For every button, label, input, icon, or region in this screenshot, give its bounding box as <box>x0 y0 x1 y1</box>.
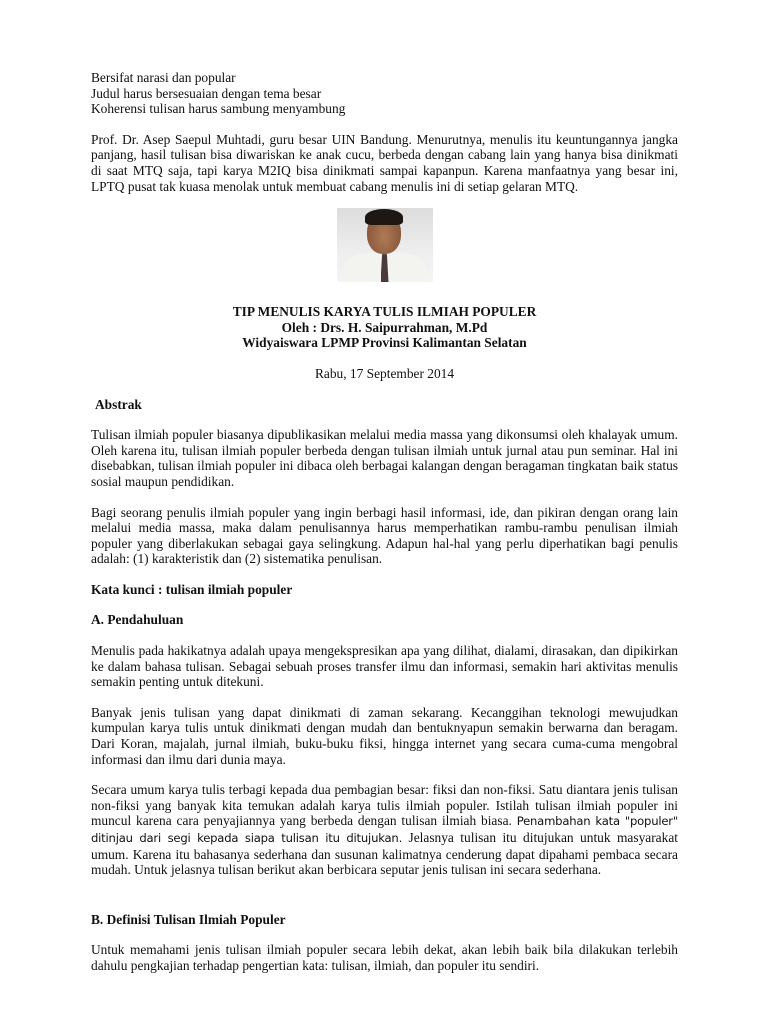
intro-line-3: Koherensi tulisan harus sambung menyambung <box>91 101 346 117</box>
author-photo-container <box>91 208 678 282</box>
article-date: Rabu, 17 September 2014 <box>314 365 455 381</box>
author-affiliation: Widyaiswara LPMP Provinsi Kalimantan Selatan <box>242 335 527 351</box>
article-title: TIP MENULIS KARYA TULIS ILMIAH POPULER <box>232 304 537 320</box>
section-b-paragraph-1: Untuk memahami jenis tulisan ilmiah populer secara lebih dekat, akan lebih baik bila dilakukan terlebih dahulu pengkajian terhadap pengertian kata: tulisan, ilmiah, dan populer itu sendiri. <box>91 942 678 973</box>
section-a-heading: A. Pendahuluan <box>91 612 184 628</box>
paragraph-3-text-2: Jelasnya tulisan itu ditujukan untuk masyarakat umum. Karena itu bahasanya sederhana dan susunan kalimatnya cenderung dapat dipahami pembaca secara mudah. Untuk jelasnya tulisan berikut akan berbicara seputar jenis tulisan ini secara sederhana. <box>91 830 678 878</box>
document-content <box>91 70 678 974</box>
abstract-paragraph-2: Bagi seorang penulis ilmiah populer yang ingin berbagi hasil informasi, ide, dan pikiran dengan orang lain melalui media massa, maka dalam penulisannya harus memperhatikan rambu-rambu penulisan ilmiah populer yang diberlakukan sebagai gaya selingkung. Adapun hal-hal yang perlu diperhatikan bagi penulis adalah: (1) karakteristik dan (2) sistematika penulisan. <box>91 504 678 567</box>
paragraph-3-text-1: Secara umum karya tulis terbagi kepada dua pembagian besar: fiksi dan non-fiksi. Satu diantara jenis tulisan non-fiksi yang banyak kita temukan adalah karya tulis ilmiah populer. Istilah tulisan ilmiah populer ini muncul karena cara penyajiannya yang berbeda dengan tulisan ilmiah biasa. <box>91 782 678 829</box>
abstract-paragraph-1: Tulisan ilmiah populer biasanya dipublikasikan melalui media massa yang dikonsumsi oleh khalayak umum. Oleh karena itu, tulisan ilmiah populer berbeda dengan tulisan ilmiah untuk jurnal atau pun seminar. Hal ini disebabkan, tulisan ilmiah populer ini dibaca oleh berbagai kalangan dengan beragaman tingkatan baik status sosial maupun pendidikan. <box>91 427 678 489</box>
section-a-paragraph-1: Menulis pada hakikatnya adalah upaya mengekspresikan apa yang dilihat, dialami, dirasakan, dan dipikirkan ke dalam bahasa tulisan. Sebagai sebuah proses transfer ilmu dan informasi, semakin hari aktivitas menulis semakin penting untuk ditekuni. <box>91 643 678 690</box>
section-a-paragraph-3 <box>91 782 678 878</box>
section-a-paragraph-2: Banyak jenis tulisan yang dapat dinikmati di zaman sekarang. Kecanggihan teknologi mewujudkan kumpulan karya tulis untuk dinikmati dengan mudah dan bentuknyapun semakin berwarna dan beragam. Dari Koran, majalah, jurnal ilmiah, buku-buku fiksi, hingga internet yang secara cuma-cuma mengobral informasi dan ilmu dari dunia maya. <box>91 704 678 767</box>
article-author: Oleh : Drs. H. Saipurrahman, M.Pd <box>281 319 488 335</box>
abstract-heading: Abstrak <box>95 396 142 412</box>
keywords: Kata kunci : tulisan ilmiah populer <box>91 581 293 597</box>
intro-line-1: Bersifat narasi dan popular <box>91 70 236 85</box>
prof-paragraph: Prof. Dr. Asep Saepul Muhtadi, guru besar UIN Bandung. Menurutnya, menulis itu keuntungannya jangka panjang, hasil tulisan bisa diwariskan ke anak cucu, berbeda dengan cabang lain yang hanya bisa dinikmati di saat MTQ saja, tapi karya M2IQ bisa dinikmati sampai kapanpun. Karena manfaatnya yang besar ini, LPTQ pusat tak kuasa menolak untuk membuat cabang menulis ini di setiap gelaran MTQ. <box>91 131 678 194</box>
section-b-heading: B. Definisi Tulisan Ilmiah Populer <box>91 911 286 927</box>
author-photo <box>337 208 433 282</box>
paragraph-3-sans-text: Penambahan kata "populer" ditinjau dari segi kepada siapa tulisan itu ditujukan. <box>91 814 678 845</box>
intro-line-2: Judul harus bersesuaian dengan tema besar <box>91 85 322 101</box>
